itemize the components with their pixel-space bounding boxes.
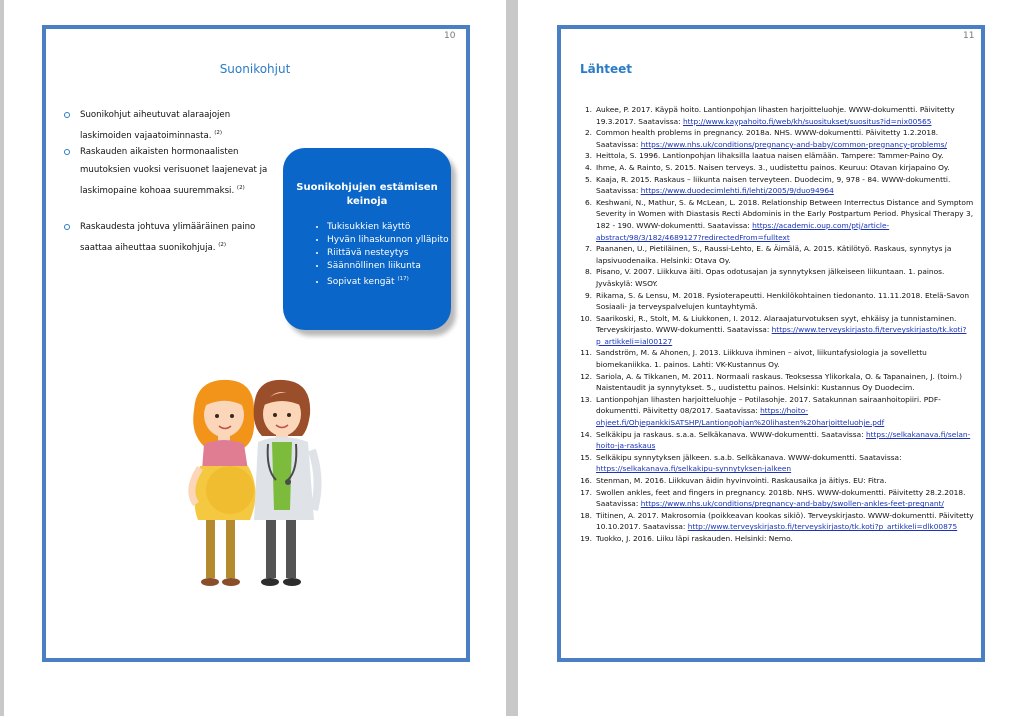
reference-text: Sariola, A. & Tikkanen, M. 2011. Normaali raskaus. Teoksessa Ylikorkala, O. & Tapanainen, J. (toim.) Naistentaudit ja synnytykset. 5., uudistettu painos. Helsinki: Kustannus Oy Duodecim. <box>596 371 963 393</box>
reference-number: 7. <box>584 244 592 254</box>
reference-link[interactable]: https://www.duodecimlehti.fi/lehti/2005/9/duo94964 <box>640 186 834 196</box>
reference-item <box>579 533 979 545</box>
reference-text: Saarikoski, R., Stolt, M. & Liukkonen, I. 2012. Alaraajaturvotuksen syyt, ehkäisy ja tunnistaminen. Terveyskirjasto. WWW-dokumentti. Saatavissa: <box>596 313 957 335</box>
reference-item <box>579 347 979 370</box>
reference-number: 13. <box>580 394 592 404</box>
reference-number: 10. <box>580 313 592 323</box>
reference-number: 2. <box>584 128 592 138</box>
reference-number: 17. <box>580 487 592 497</box>
reference-item <box>579 174 979 197</box>
reference-item <box>579 150 979 162</box>
page-title: Lähteet <box>580 62 633 76</box>
prevention-box <box>283 148 451 330</box>
bullet-icon <box>64 149 70 155</box>
reference-number: 9. <box>584 290 592 300</box>
reference-text: Common health problems in pregnancy. 2018a. NHS. WWW-dokumentti. Päivitetty 1.2.2018. Saatavissa: <box>596 128 939 149</box>
reference-number: 15. <box>580 452 592 462</box>
reference-text: Paananen, U., Pietiläinen, S., Raussi-Lehto, E. & Äimälä, A. 2015. Kätilötyö. Raskaus, synnytys ja lapsivuodenaika. Helsinki: Otava Oy. <box>596 244 952 265</box>
reference-item <box>579 266 979 289</box>
reference-link[interactable]: https://www.terveyskirjasto.fi/terveyskirjasto/tk.koti?p_artikkeli=ial00127 <box>596 325 967 346</box>
reference-item <box>579 313 979 348</box>
reference-item <box>579 394 979 429</box>
reference-text: Sandström, M. & Ahonen, J. 2013. Liikkuva ihminen – aivot, liikuntafysiologia ja sovellettu biomekaniikka. 1. painos. Lahti: VK-Kustannus Oy. <box>596 348 927 370</box>
reference-number: 8. <box>584 267 592 277</box>
reference-number: 16. <box>580 476 592 485</box>
reference-item <box>579 243 979 266</box>
page-10 <box>4 0 506 716</box>
list-item: • Hyvän lihaskunnon ylläpito <box>327 234 451 247</box>
reference-item <box>579 197 979 243</box>
reference-number: 11. <box>580 348 592 358</box>
reference-item <box>579 104 979 127</box>
bullet-icon <box>64 224 70 230</box>
reference-text: Ihme, A. & Rainto, S. 2015. Naisen terveys. 3., uudistettu painos. Keuruu: Otavan kirjapaino Oy. <box>596 162 950 172</box>
reference-text: Kaaja, R. 2015. Raskaus – liikunta naisen terveyteen. Duodecim, 9, 978 - 84. WWW-dokumentti. Saatavissa: <box>596 174 951 196</box>
reference-item <box>579 510 979 533</box>
reference-link[interactable]: https://www.nhs.uk/conditions/pregnancy-and-baby/common-pregnancy-problems/ <box>640 139 947 149</box>
reference-text: Swollen ankles, feet and fingers in pregnancy. 2018b. NHS. WWW-dokumentti. Päivitetty 28.2.2018. Saatavissa: <box>596 487 966 509</box>
reference-link[interactable]: https://www.nhs.uk/conditions/pregnancy-and-baby/swollen-ankles-feet-pregnant/ <box>640 499 944 509</box>
reference-item <box>579 475 979 487</box>
reference-item <box>579 127 979 150</box>
reference-text: Pisano, V. 2007. Liikkuva äiti. Opas odotusajan ja synnytyksen jälkeiseen liikuntaan. 1. painos. Jyväskylä: WSOY. <box>596 267 945 288</box>
reference-link[interactable]: https://academic.oup.com/ptj/article-abstract/98/3/182/4689127?redirectedFrom=fulltext <box>596 220 890 242</box>
reference-number: 14. <box>580 429 592 439</box>
reference-text: Aukee, P. 2017. Käypä hoito. Lantionpohjan lihasten harjoitteluohje. WWW-dokumentti. Päivitetty 19.3.2017. Saatavissa: <box>596 105 955 126</box>
reference-number: 19. <box>580 533 592 543</box>
page-title: Suonikohjut <box>219 62 291 76</box>
reference-text: Heittola, S. 1996. Lantionpohjan lihaksilla laatua naisen elämään. Tampere: Tammer-Paino Oy. <box>596 151 944 161</box>
list-item: • Tukisukkien käyttö <box>327 221 451 234</box>
bullet-item: Raskaudesta johtuva ylimääräinen paino saattaa aiheuttaa suonikohjuja. $^{(2)}$ <box>64 218 264 257</box>
reference-item <box>579 429 979 452</box>
reference-text: Rikama, S. & Lensu, M. 2018. Fysioterapeutti. Henkilökohtainen tiedonanto. 11.11.2018. Etelä-Savon Sosiaali- ja terveyspalvelujen kuntayhtymä. <box>596 290 970 312</box>
reference-link[interactable]: http://www.kaypahoito.fi/web/kh/suositukset/suositus?id=nix00565 <box>682 116 932 126</box>
reference-number: 12. <box>580 371 592 381</box>
list-item: • Säännöllinen liikunta <box>327 260 451 273</box>
box-title: Suonikohjujen estämisen keinoja <box>296 182 438 207</box>
reference-item <box>579 452 979 475</box>
reference-text: Stenman, M. 2016. Liikkuvan äidin hyvinvointi. Raskausaika ja äitiys. EU: Fitra. <box>596 476 887 485</box>
reference-number: 3. <box>584 151 592 161</box>
reference-item <box>579 487 979 510</box>
reference-item <box>579 371 979 394</box>
reference-item <box>579 162 979 174</box>
reference-link[interactable]: https://hoito-ohjeet.fi/OhjepankkiSATSHP/Lantionpohjan%20lihasten%20harjoitteluohje.pdf <box>596 406 885 428</box>
page-11 <box>518 0 1024 716</box>
reference-text: Keshwani, N., Mathur, S. & McLean, L. 2018. Relationship Between Interrectus Distance and Symptom Severity in Women with Diastasis Recti Abdominis in the Early Postpartum Period. Physical Therapy 3, 182 - 190. WWW-dokumentti. Saatavissa: <box>596 197 974 230</box>
list-item: • Sopivat kengät $^{(17)}$ <box>327 273 451 289</box>
page-number: 11 <box>963 31 975 41</box>
reference-number: 4. <box>584 162 592 172</box>
reference-link[interactable]: http://www.terveyskirjasto.fi/terveyskirjasto/tk.koti?p_artikkeli=dlk00875 <box>687 522 958 532</box>
reference-link[interactable]: https://selkakanava.fi/selkakipu-synnytyksen-jalkeen <box>596 464 792 474</box>
reference-number: 6. <box>584 197 592 207</box>
reference-text: Tuokko, J. 2016. Liiku läpi raskauden. Helsinki: Nemo. <box>596 533 793 543</box>
pregnant-woman-and-doctor-illustration <box>184 370 324 600</box>
reference-text: Lantionpohjan lihasten harjoitteluohje – Potilasohje. 2017. Satakunnan sairaanhoitopiiri. PDF-dokumentti. Päivitetty 08/2017. Saatavissa: <box>596 394 941 416</box>
prevention-list <box>283 221 451 289</box>
reference-text: Selkäkipu ja raskaus. s.a.a. Selkäkanava. WWW-dokumentti. Saatavissa: <box>596 429 866 439</box>
reference-list <box>579 104 979 545</box>
page-number: 10 <box>444 31 456 41</box>
reference-item <box>579 290 979 313</box>
list-item: • Riittävä nesteytys <box>327 247 451 260</box>
bullet-item: Suonikohjut aiheutuvat alaraajojen laskimoiden vajaatoiminnasta. $^{(2)}$ <box>64 106 274 145</box>
reference-number: 1. <box>584 105 592 114</box>
reference-link[interactable]: https://selkakanava.fi/selan-hoito-ja-raskaus <box>596 429 971 451</box>
bullet-item: Raskauden aikaisten hormonaalisten muutoksien vuoksi verisuonet laajenevat ja laskimopaine kohoaa suuremmaksi. $^{(2)}$ <box>64 143 274 200</box>
bullet-icon <box>64 112 70 118</box>
reference-text: Tiitinen, A. 2017. Makrosomia (poikkeavan kookas sikiö). Terveyskirjasto. WWW-dokumentti. Päivitetty 10.10.2017. Saatavissa: <box>596 510 974 532</box>
reference-number: 18. <box>580 510 592 520</box>
reference-text: Selkäkipu synnytyksen jälkeen. s.a.b. Selkäkanava. WWW-dokumentti. Saatavissa: <box>596 452 902 462</box>
reference-number: 5. <box>584 174 592 184</box>
